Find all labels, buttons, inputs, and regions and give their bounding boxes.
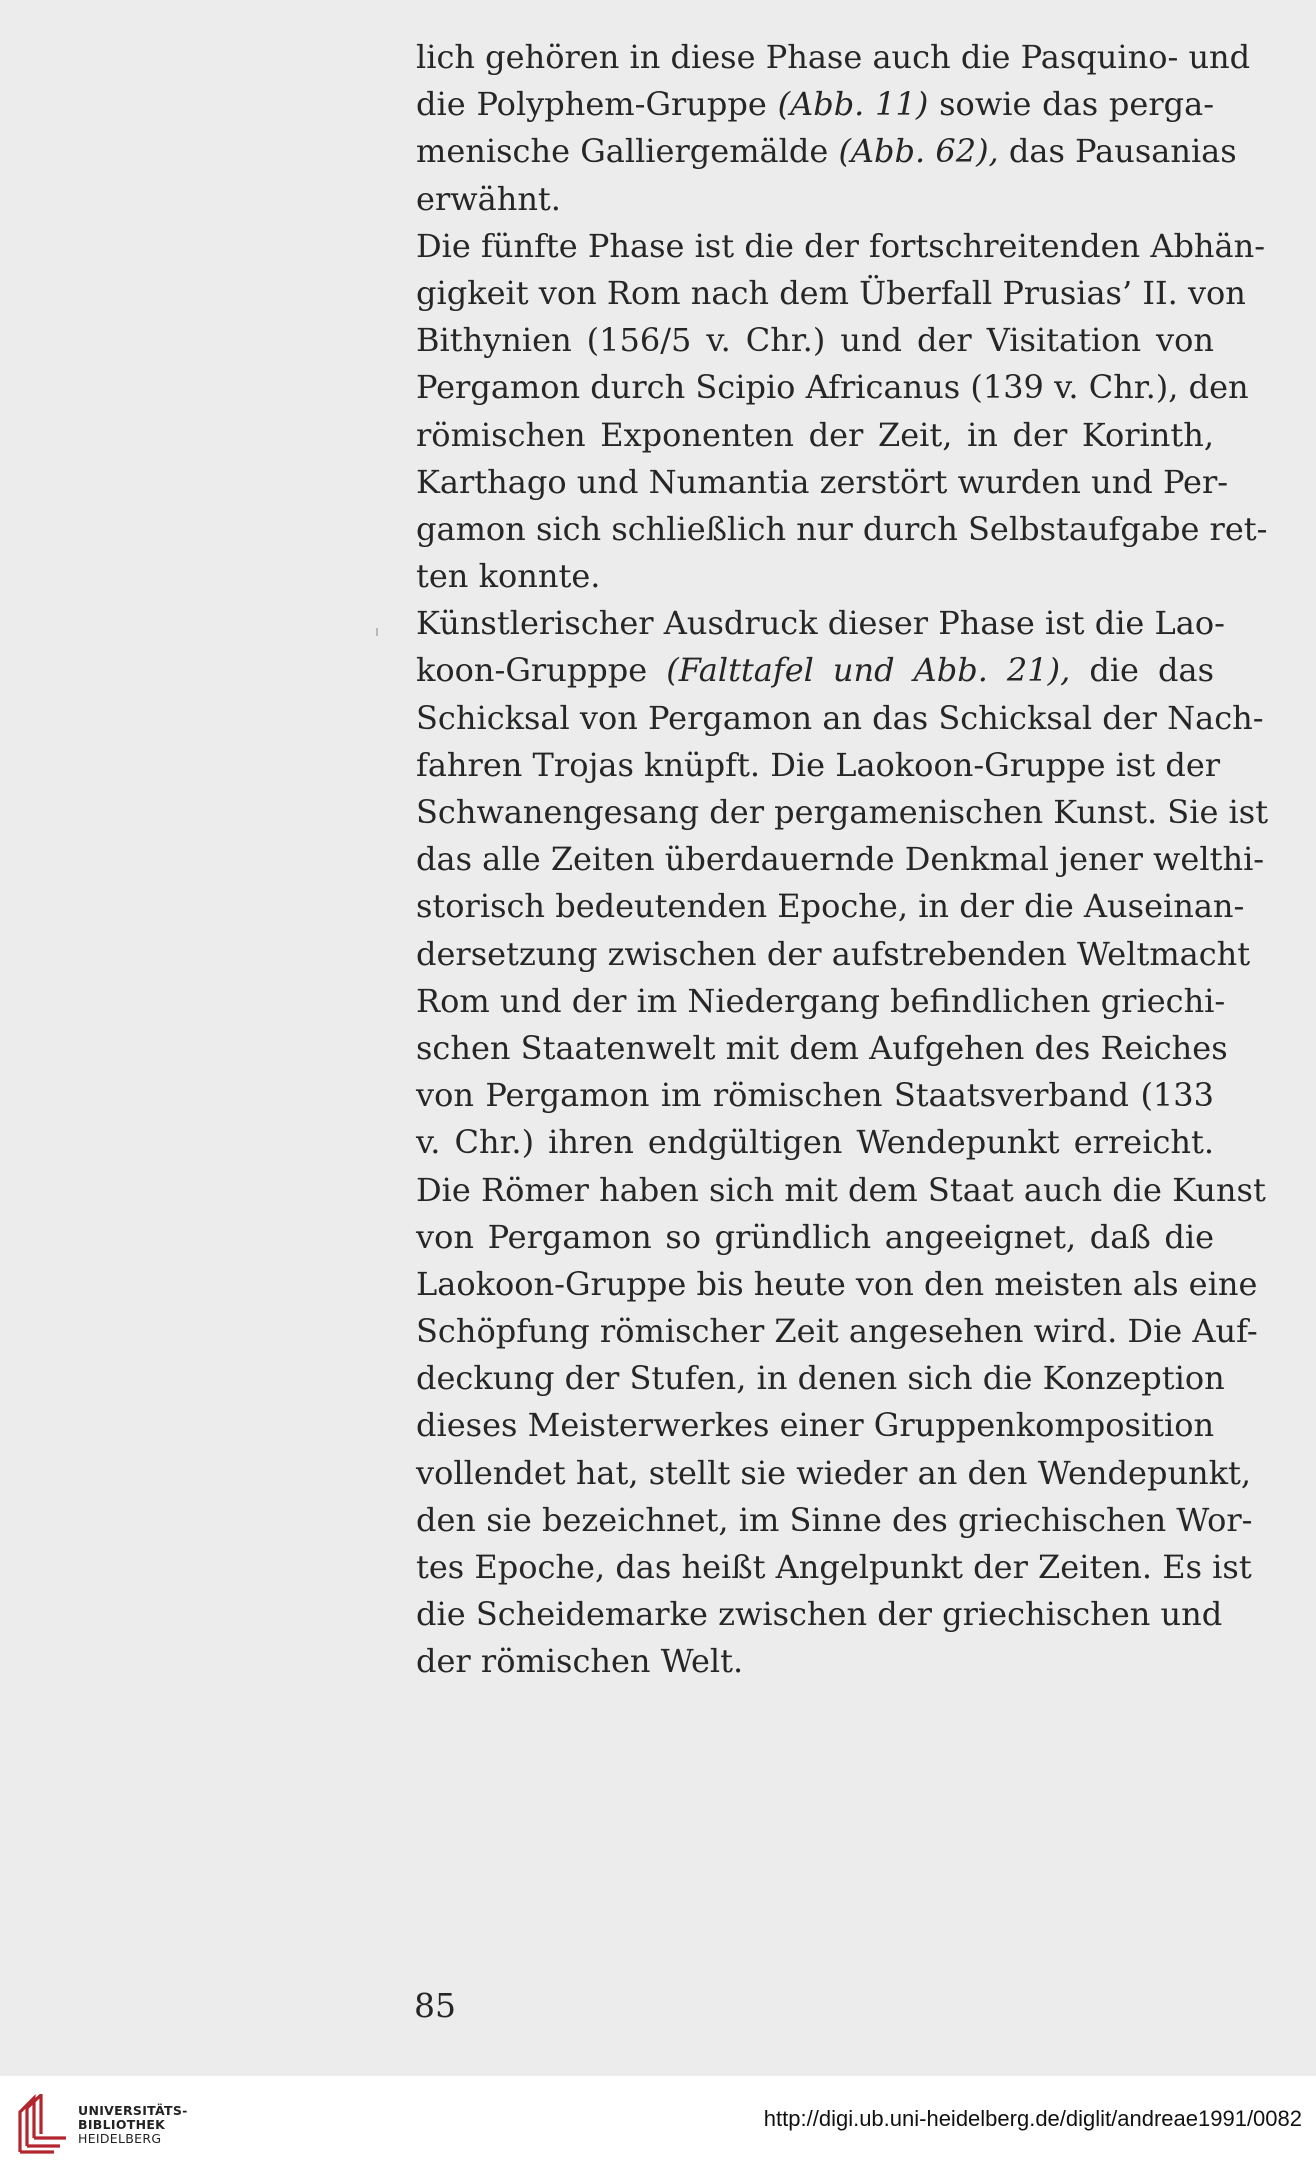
text-line	[416, 459, 1229, 506]
text-segment: koon-Grupppe	[416, 651, 667, 690]
text-line	[416, 176, 1214, 223]
library-name	[78, 2104, 188, 2146]
text-segment: lich gehören in diese Phase auch die Pasquino- und	[416, 38, 1251, 76]
body-text	[416, 34, 1269, 1686]
text-line	[416, 270, 1246, 317]
text-line	[416, 1072, 1214, 1119]
text-segment: die das	[1070, 651, 1214, 690]
text-segment: sowie das perga-	[928, 85, 1215, 124]
text-line	[416, 742, 1221, 789]
text-segment: dieses Meisterwerkes einer Gruppenkomposition	[416, 1406, 1215, 1445]
text-line	[416, 128, 1237, 175]
text-segment: Laokoon-Gruppe bis heute von den meisten als eine	[416, 1264, 1258, 1303]
text-line	[416, 1119, 1214, 1166]
text-line	[416, 364, 1249, 411]
text-line	[416, 647, 1214, 694]
footer-bar	[0, 2076, 1316, 2171]
text-segment: schen Staatenwelt mit dem Aufgehen des Reiches	[416, 1028, 1228, 1067]
text-line	[416, 81, 1214, 128]
text-segment: Schicksal von Pergamon an das Schicksal der Nach-	[416, 698, 1264, 737]
text-line	[416, 600, 1225, 647]
text-segment: deckung der Stufen, in denen sich die Konzeption	[416, 1359, 1225, 1398]
text-segment: vollendet hat, stellt sie wieder an den Wendepunkt,	[416, 1453, 1252, 1492]
text-line	[416, 1355, 1225, 1402]
text-line	[416, 1214, 1214, 1261]
text-segment: gigkeit von Rom nach dem Überfall Prusias’ II. von	[416, 273, 1246, 312]
text-segment: erwähnt.	[416, 179, 561, 218]
text-segment: ten konnte.	[416, 557, 601, 596]
figure-reference: (Abb. 62),	[838, 132, 999, 171]
text-line	[416, 789, 1269, 836]
library-name-line-3: HEIDELBERG	[78, 2131, 162, 2146]
permalink-url[interactable]: http://digi.ub.uni-heidelberg.de/diglit/andreae1991/0082	[763, 2106, 1302, 2131]
text-segment: Künstlerischer Ausdruck dieser Phase ist die Lao-	[416, 604, 1225, 643]
text-line	[416, 1544, 1252, 1591]
text-line	[416, 836, 1265, 883]
text-segment: die Polyphem-Gruppe	[416, 85, 778, 124]
text-segment: Rom und der im Niedergang befindlichen griechi-	[416, 981, 1226, 1020]
text-line	[416, 223, 1266, 270]
text-line	[416, 34, 1251, 81]
text-line	[416, 883, 1245, 930]
text-segment: Pergamon durch Scipio Africanus (139 v. Chr.), den	[416, 368, 1249, 407]
page-number: 85	[414, 1986, 456, 2025]
text-line	[416, 1591, 1223, 1638]
text-line	[416, 553, 1214, 600]
text-line	[416, 1025, 1228, 1072]
scan-mark	[376, 628, 378, 636]
text-line	[416, 1450, 1252, 1497]
library-name-line-2: BIBLIOTHEK	[78, 2117, 166, 2132]
text-line	[416, 1167, 1266, 1214]
text-segment: Die fünfte Phase ist die der fortschreitenden Abhän-	[416, 226, 1266, 265]
text-segment: der römischen Welt.	[416, 1642, 744, 1681]
text-segment: gamon sich schließlich nur durch Selbstaufgabe ret-	[416, 509, 1268, 548]
text-line	[416, 1402, 1214, 1449]
text-line	[416, 412, 1214, 459]
text-segment: Karthago und Numantia zerstört wurden und Per-	[416, 462, 1229, 501]
text-segment: tes Epoche, das heißt Angelpunkt der Zeiten. Es ist	[416, 1548, 1252, 1586]
text-segment: das Pausanias	[998, 132, 1237, 171]
text-line	[416, 695, 1264, 742]
figure-reference: (Abb. 11)	[777, 85, 929, 124]
text-line	[416, 1638, 1214, 1685]
figure-reference: (Falttafel und Abb. 21),	[666, 651, 1071, 690]
text-segment: die Scheidemarke zwischen der griechischen und	[416, 1595, 1223, 1634]
text-line	[416, 1497, 1253, 1544]
text-line	[416, 1308, 1258, 1355]
text-segment: das alle Zeiten überdauernde Denkmal jener welthi-	[416, 840, 1265, 879]
text-line	[416, 506, 1268, 553]
text-segment: Die Römer haben sich mit dem Staat auch die Kunst	[416, 1170, 1266, 1209]
text-segment: von Pergamon so gründlich angeeignet, daß die	[416, 1217, 1214, 1256]
text-line	[416, 1261, 1258, 1308]
library-name-line-1: UNIVERSITÄTS-	[78, 2103, 188, 2118]
text-line	[416, 931, 1251, 978]
text-segment: den sie bezeichnet, im Sinne des griechischen Wor-	[416, 1500, 1253, 1539]
text-segment: Schwanengesang der pergamenischen Kunst. Sie ist	[416, 793, 1269, 831]
text-segment: storisch bedeutenden Epoche, in der die Auseinan-	[416, 887, 1245, 926]
text-segment: römischen Exponenten der Zeit, in der Korinth,	[416, 415, 1214, 454]
text-segment: v. Chr.) ihren endgültigen Wendepunkt erreicht.	[416, 1123, 1214, 1162]
text-segment: Bithynien (156/5 v. Chr.) und der Visitation von	[416, 321, 1214, 360]
text-line	[416, 317, 1214, 364]
library-logo-icon[interactable]	[14, 2094, 72, 2156]
text-line	[416, 978, 1226, 1025]
text-segment: von Pergamon im römischen Staatsverband (133	[416, 1076, 1214, 1115]
text-segment: Schöpfung römischer Zeit angesehen wird. Die Auf-	[416, 1312, 1258, 1351]
text-segment: fahren Trojas knüpft. Die Laokoon-Gruppe ist der	[416, 745, 1221, 784]
text-segment: dersetzung zwischen der aufstrebenden Weltmacht	[416, 934, 1251, 973]
text-segment: menische Galliergemälde	[416, 132, 839, 171]
